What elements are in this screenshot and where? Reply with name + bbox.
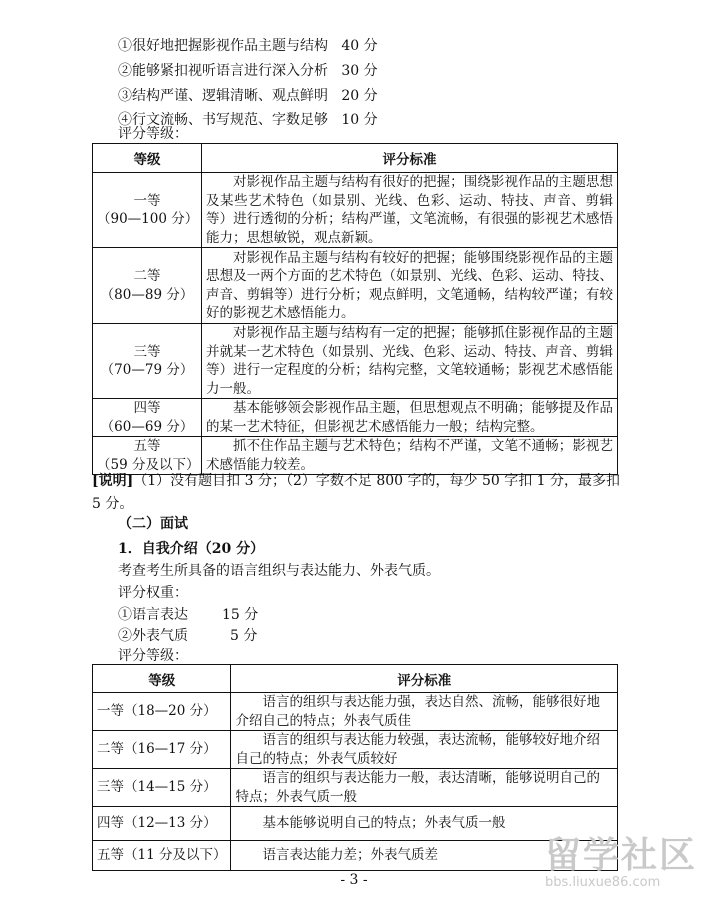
header-criteria: 评分标准 — [231, 665, 618, 693]
header-grade: 等级 — [93, 144, 202, 173]
weight-line-2: ②能够紧扣视听语言进行深入分析 30 分 — [118, 63, 378, 79]
table-row — [93, 248, 618, 324]
weight-line-3: ③结构严谨、逻辑清晰、观点鲜明 20 分 — [118, 88, 378, 104]
grade-criteria: 基本能够领会影视作品主题，但思想观点不明确；能够提及作品的某一艺术特征，但影视艺术感悟能力一般；结构完整。 — [202, 399, 618, 437]
weight-line: ①语言表达 15 分 — [118, 607, 259, 623]
weight-line-4: ④行文流畅、书写规范、字数足够 10 分 — [118, 112, 378, 128]
grade-range: （80—89 分） — [100, 286, 194, 303]
note-text: （1）没有题目扣 3 分；（2）字数不足 800 字的，每少 50 字扣 1 分，最多扣 — [133, 473, 621, 489]
grade-criteria: 语言表达能力差；外表气质差 — [231, 841, 618, 871]
subsection-heading: 1．自我介绍（20 分） — [118, 541, 265, 557]
page-number: - 3 - — [340, 872, 368, 888]
grade-name: 一等 — [133, 192, 161, 209]
grade-criteria: 语言的组织与表达能力较强，表达流畅，能够较好地介绍自己的特点；外表气质较好 — [231, 731, 618, 769]
header-grade: 等级 — [93, 665, 231, 693]
grade-criteria: 抓不住作品主题与艺术特色；结构不严谨，文笔不通畅；影视艺术感悟能力较差。 — [202, 437, 618, 475]
table-row — [93, 324, 618, 399]
grading-table-interview — [92, 664, 618, 871]
header-criteria: 评分标准 — [202, 144, 618, 173]
table-row — [93, 841, 618, 871]
table-row — [93, 173, 618, 248]
grade-name: 四等（12—13 分） — [93, 807, 231, 841]
grade-name: 五等 — [133, 438, 161, 454]
note — [92, 471, 620, 491]
grade-name: 五等（11 分及以下） — [93, 841, 231, 871]
grade-range: （90—100 分） — [97, 211, 199, 227]
note-label: [说明] — [92, 473, 134, 489]
table-row — [93, 731, 618, 769]
watermark-logo: 留学社区 bbs.liuxue86.com — [545, 834, 698, 890]
grade-criteria: 基本能够说明自己的特点；外表气质一般 — [231, 807, 618, 841]
grade-label-2: 评分等级： — [118, 648, 188, 664]
table-row — [93, 693, 618, 731]
grade-criteria: 语言的组织与表达能力一般，表达清晰，能够说明自己的特点；外表气质一般 — [231, 769, 618, 807]
grade-name: 二等（16—17 分） — [93, 731, 231, 769]
grade-criteria: 对影视作品主题与结构有较好的把握；能够围绕影视作品的主题思想及一两个方面的艺术特色（如景别、光线、色彩、运动、特技、声音、剪辑等）进行分析；观点鲜明，文笔通畅，结构较严谨；有较好的影视艺术感悟能力。 — [202, 248, 618, 324]
grade-name: 三等（14—15 分） — [93, 769, 231, 807]
table-row — [93, 807, 618, 841]
note-continued: 5 分。 — [92, 496, 134, 512]
table-row — [93, 437, 618, 475]
section-description: 考查考生所具备的语言组织与表达能力、外表气质。 — [118, 563, 440, 579]
grade-range: （70—79 分） — [100, 362, 194, 378]
weight-line-1: ①很好地把握影视作品主题与结构 40 分 — [118, 38, 378, 54]
grade-name: 四等 — [133, 400, 161, 416]
grade-criteria: 对影视作品主题与结构有一定的把握；能够抓住影视作品的主题并就某一艺术特色（如景别、光线、色彩、运动、特技、声音、剪辑等）进行一定程度的分析；结构完整，文笔较通畅；影视艺术感悟能力一般。 — [202, 324, 618, 399]
grade-criteria: 语言的组织与表达能力强，表达自然、流畅，能够很好地介绍自己的特点；外表气质佳 — [231, 693, 618, 731]
section-heading: （二）面试 — [118, 516, 188, 532]
grade-criteria: 对影视作品主题与结构有很好的把握；围绕影视作品的主题思想及某些艺术特色（如景别、光线、色彩、运动、特技、声音、剪辑等）进行透彻的分析；结构严谨，文笔流畅，有很强的影视艺术感悟能力；思想敏锐，观点新颖。 — [202, 173, 618, 248]
grade-label-1: 评分等级： — [118, 126, 188, 142]
grade-name: 一等（18—20 分） — [93, 693, 231, 731]
table-row — [93, 769, 618, 807]
grade-range: （60—69 分） — [100, 418, 194, 435]
weight-label: 评分权重： — [118, 585, 188, 601]
grade-range: （59 分及以下） — [97, 456, 200, 473]
weight-line: ②外表气质 5 分 — [118, 628, 258, 644]
grade-name: 二等 — [133, 268, 161, 284]
grade-name: 三等 — [133, 343, 161, 360]
grading-table-essay — [92, 143, 618, 475]
table-row — [93, 399, 618, 437]
